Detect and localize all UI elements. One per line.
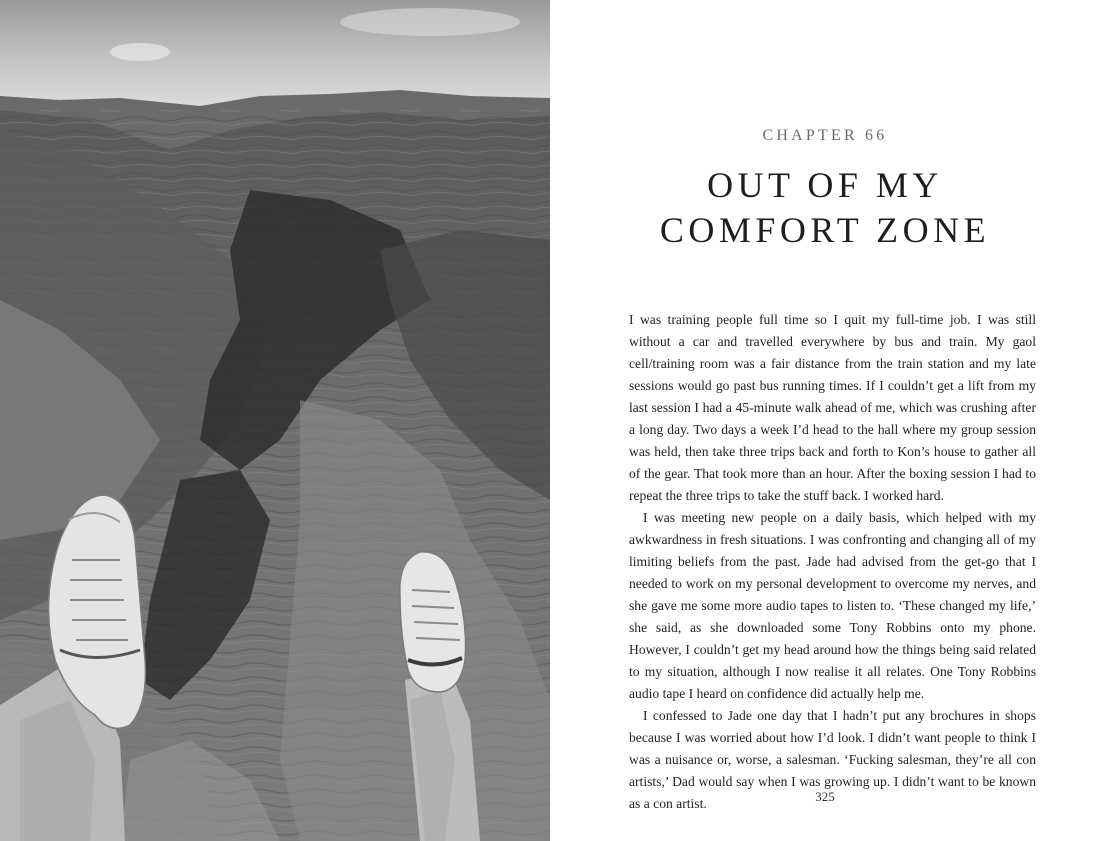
- page-number: 325: [815, 789, 835, 804]
- paragraph-1: I was training people full time so I quit my full-time job. I was still without a car and travelled everywhere by bus and train. My gaol cell/training room was a fair distance from the train station and my late sessions would go past bus running times. If I couldn’t get a lift from my last session I had a 45-minute walk ahead of me, which was crushing after a long day. Two days a week I’d head to the hall where my group session was held, then take three trips back and forth to Kon’s house to gather all of the gear. That took more than an hour. After the boxing session I had to repeat the three trips to take the stuff back. I worked hard.: [629, 312, 1036, 503]
- chapter-number: CHAPTER 66: [762, 127, 888, 144]
- chapter-title-line-2: COMFORT ZONE: [659, 210, 991, 250]
- chapter-body: [629, 309, 1036, 815]
- paragraph-2: I was meeting new people on a daily basis, which helped with my awkwardness in fresh situations. I was confronting and changing all of my limiting beliefs from the past. Jade had advised from the get-go that I needed to work on my personal development to overcome my nerves, and she gave me some more audio tapes to listen to. ‘These changed my life,’ she said, as she downloaded some Tony Robbins onto my phone. However, I couldn’t get my head around how the things being said related to my situation, although I now realise it all relates. One Tony Robbins audio tape I heard on confidence did actually help me.: [629, 510, 1036, 701]
- chapter-title: [550, 163, 1100, 253]
- chapter-title-line-1: OUT OF MY: [707, 165, 943, 205]
- paragraph-3: I confessed to Jade one day that I hadn’t put any brochures in shops because I was worried about how I’d look. I didn’t want people to think I was a nuisance or, worse, a salesman. ‘Fucking salesman, they’re all con artists,’ Dad would say when I was growing up. I didn’t want to be known as a con artist.: [629, 708, 1036, 811]
- text-page: [550, 0, 1100, 841]
